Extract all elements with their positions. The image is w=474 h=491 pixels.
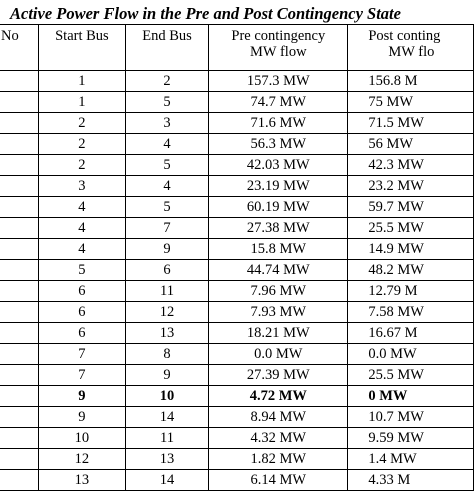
cell-pre-mw: 7.93 MW bbox=[209, 302, 348, 323]
header-end-bus: End Bus bbox=[125, 25, 209, 71]
cell-start-bus: 6 bbox=[39, 281, 126, 302]
header-post-line2: MW flo bbox=[388, 44, 435, 60]
table-row bbox=[0, 449, 474, 470]
cell-end-bus: 4 bbox=[125, 134, 209, 155]
cell-pre-mw: 1.82 MW bbox=[209, 449, 348, 470]
cell-pre-mw: 23.19 MW bbox=[209, 176, 348, 197]
cell-pre-mw: 4.72 MW bbox=[209, 386, 348, 407]
cell-pre-mw: 74.7 MW bbox=[209, 92, 348, 113]
cell-no bbox=[0, 323, 39, 344]
cell-no bbox=[0, 134, 39, 155]
table-row bbox=[0, 428, 474, 449]
cell-post-mw: 0.0 MW bbox=[348, 344, 474, 365]
cell-start-bus: 7 bbox=[39, 365, 126, 386]
cell-pre-mw: 157.3 MW bbox=[209, 71, 348, 92]
cell-post-mw: 7.58 MW bbox=[348, 302, 474, 323]
table-body bbox=[0, 71, 474, 491]
header-post-contingency bbox=[348, 25, 474, 71]
cell-no bbox=[0, 239, 39, 260]
table-row bbox=[0, 92, 474, 113]
table-row bbox=[0, 386, 474, 407]
cell-start-bus: 7 bbox=[39, 344, 126, 365]
table-container bbox=[0, 24, 474, 491]
table-row bbox=[0, 470, 474, 491]
table-row bbox=[0, 197, 474, 218]
cell-no bbox=[0, 92, 39, 113]
header-post-line1: Post conting bbox=[368, 28, 441, 44]
cell-post-mw: 75 MW bbox=[348, 92, 474, 113]
table-row bbox=[0, 113, 474, 134]
cell-no bbox=[0, 407, 39, 428]
cell-start-bus: 10 bbox=[39, 428, 126, 449]
cell-end-bus: 2 bbox=[125, 71, 209, 92]
cell-post-mw: 56 MW bbox=[348, 134, 474, 155]
cell-start-bus: 4 bbox=[39, 197, 126, 218]
cell-post-mw: 23.2 MW bbox=[348, 176, 474, 197]
cell-end-bus: 14 bbox=[125, 407, 209, 428]
header-pre-line1: Pre contingency bbox=[231, 28, 326, 44]
table-row bbox=[0, 260, 474, 281]
cell-pre-mw: 6.14 MW bbox=[209, 470, 348, 491]
cell-end-bus: 14 bbox=[125, 470, 209, 491]
cell-post-mw: 0 MW bbox=[348, 386, 474, 407]
cell-pre-mw: 15.8 MW bbox=[209, 239, 348, 260]
header-no: No bbox=[0, 25, 39, 71]
table-row bbox=[0, 302, 474, 323]
table-row bbox=[0, 344, 474, 365]
cell-end-bus: 9 bbox=[125, 365, 209, 386]
cell-start-bus: 4 bbox=[39, 218, 126, 239]
cell-start-bus: 6 bbox=[39, 302, 126, 323]
cell-pre-mw: 42.03 MW bbox=[209, 155, 348, 176]
cell-no bbox=[0, 365, 39, 386]
cell-end-bus: 6 bbox=[125, 260, 209, 281]
cell-end-bus: 13 bbox=[125, 323, 209, 344]
cell-end-bus: 13 bbox=[125, 449, 209, 470]
cell-post-mw: 59.7 MW bbox=[348, 197, 474, 218]
cell-start-bus: 2 bbox=[39, 113, 126, 134]
cell-no bbox=[0, 155, 39, 176]
table-row bbox=[0, 176, 474, 197]
cell-start-bus: 6 bbox=[39, 323, 126, 344]
cell-pre-mw: 27.39 MW bbox=[209, 365, 348, 386]
cell-post-mw: 4.33 M bbox=[348, 470, 474, 491]
cell-start-bus: 2 bbox=[39, 155, 126, 176]
cell-start-bus: 3 bbox=[39, 176, 126, 197]
cell-start-bus: 1 bbox=[39, 71, 126, 92]
cell-post-mw: 14.9 MW bbox=[348, 239, 474, 260]
cell-post-mw: 156.8 M bbox=[348, 71, 474, 92]
cell-start-bus: 9 bbox=[39, 386, 126, 407]
cell-post-mw: 42.3 MW bbox=[348, 155, 474, 176]
cell-start-bus: 12 bbox=[39, 449, 126, 470]
header-pre-line2: MW flow bbox=[250, 44, 307, 60]
cell-pre-mw: 8.94 MW bbox=[209, 407, 348, 428]
cell-no bbox=[0, 449, 39, 470]
cell-no bbox=[0, 260, 39, 281]
cell-post-mw: 25.5 MW bbox=[348, 218, 474, 239]
cell-post-mw: 10.7 MW bbox=[348, 407, 474, 428]
cell-no bbox=[0, 302, 39, 323]
table-row bbox=[0, 134, 474, 155]
cell-start-bus: 9 bbox=[39, 407, 126, 428]
table-row bbox=[0, 365, 474, 386]
cell-no bbox=[0, 470, 39, 491]
cell-start-bus: 2 bbox=[39, 134, 126, 155]
cell-no bbox=[0, 113, 39, 134]
cell-post-mw: 16.67 M bbox=[348, 323, 474, 344]
cell-end-bus: 4 bbox=[125, 176, 209, 197]
cell-post-mw: 71.5 MW bbox=[348, 113, 474, 134]
cell-pre-mw: 44.74 MW bbox=[209, 260, 348, 281]
cell-end-bus: 5 bbox=[125, 155, 209, 176]
cell-end-bus: 10 bbox=[125, 386, 209, 407]
cell-pre-mw: 27.38 MW bbox=[209, 218, 348, 239]
cell-end-bus: 5 bbox=[125, 92, 209, 113]
table-caption: Active Power Flow in the Pre and Post Contingency State bbox=[10, 4, 401, 23]
table-row bbox=[0, 155, 474, 176]
cell-post-mw: 25.5 MW bbox=[348, 365, 474, 386]
cell-pre-mw: 18.21 MW bbox=[209, 323, 348, 344]
cell-pre-mw: 60.19 MW bbox=[209, 197, 348, 218]
cell-no bbox=[0, 197, 39, 218]
table-row bbox=[0, 239, 474, 260]
cell-post-mw: 9.59 MW bbox=[348, 428, 474, 449]
cell-pre-mw: 71.6 MW bbox=[209, 113, 348, 134]
cell-pre-mw: 4.32 MW bbox=[209, 428, 348, 449]
cell-end-bus: 5 bbox=[125, 197, 209, 218]
cell-no bbox=[0, 218, 39, 239]
table-row bbox=[0, 281, 474, 302]
cell-start-bus: 5 bbox=[39, 260, 126, 281]
cell-no bbox=[0, 281, 39, 302]
cell-post-mw: 1.4 MW bbox=[348, 449, 474, 470]
cell-end-bus: 7 bbox=[125, 218, 209, 239]
cell-no bbox=[0, 71, 39, 92]
cell-end-bus: 9 bbox=[125, 239, 209, 260]
cell-end-bus: 11 bbox=[125, 281, 209, 302]
power-flow-table bbox=[0, 24, 474, 491]
cell-pre-mw: 56.3 MW bbox=[209, 134, 348, 155]
header-pre-contingency bbox=[209, 25, 348, 71]
cell-pre-mw: 0.0 MW bbox=[209, 344, 348, 365]
cell-no bbox=[0, 344, 39, 365]
table-row bbox=[0, 218, 474, 239]
cell-pre-mw: 7.96 MW bbox=[209, 281, 348, 302]
cell-post-mw: 48.2 MW bbox=[348, 260, 474, 281]
cell-end-bus: 8 bbox=[125, 344, 209, 365]
cell-start-bus: 4 bbox=[39, 239, 126, 260]
cell-no bbox=[0, 428, 39, 449]
cell-end-bus: 12 bbox=[125, 302, 209, 323]
cell-start-bus: 1 bbox=[39, 92, 126, 113]
cell-no bbox=[0, 176, 39, 197]
cell-end-bus: 11 bbox=[125, 428, 209, 449]
cell-post-mw: 12.79 M bbox=[348, 281, 474, 302]
table-header-row bbox=[0, 25, 474, 71]
cell-end-bus: 3 bbox=[125, 113, 209, 134]
cell-no bbox=[0, 386, 39, 407]
table-row bbox=[0, 71, 474, 92]
table-row bbox=[0, 323, 474, 344]
table-row bbox=[0, 407, 474, 428]
header-start-bus: Start Bus bbox=[39, 25, 126, 71]
cell-start-bus: 13 bbox=[39, 470, 126, 491]
